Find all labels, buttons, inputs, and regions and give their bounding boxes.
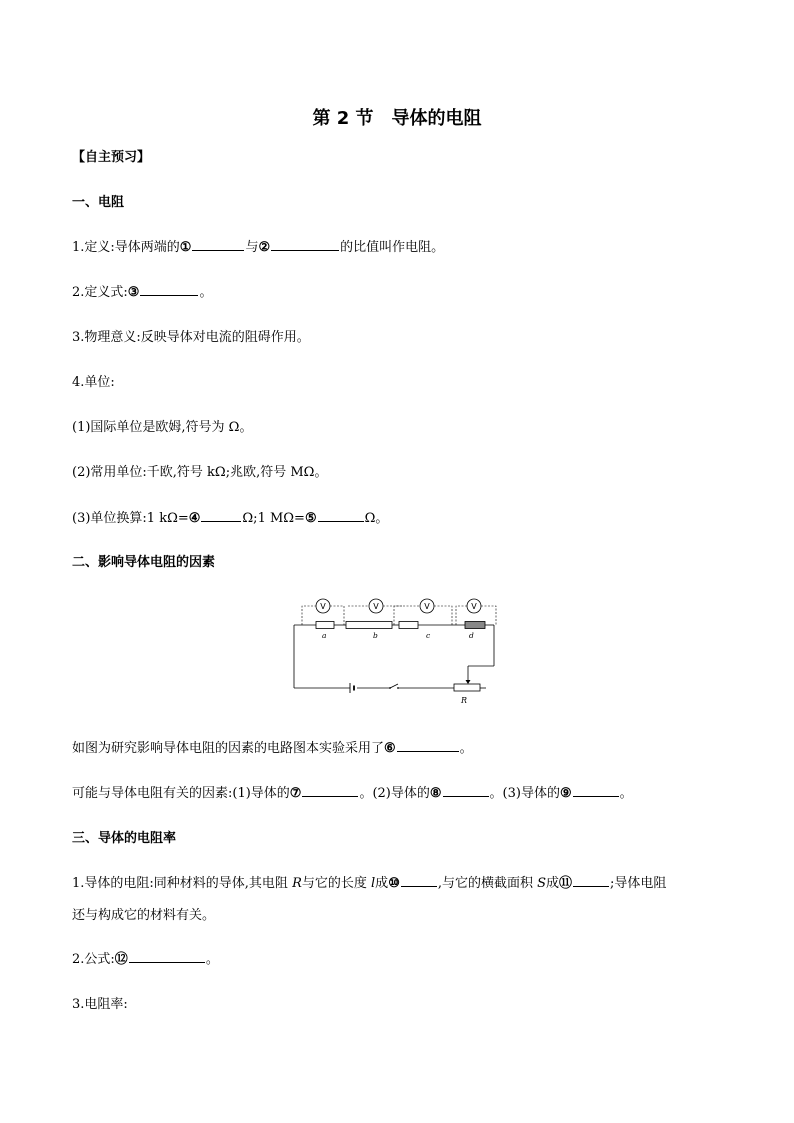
section1-heading: 一、电阻 bbox=[72, 195, 125, 210]
voltmeter-b bbox=[369, 599, 383, 613]
unit-line: 4.单位: bbox=[72, 375, 115, 390]
fill-blank-6[interactable] bbox=[397, 740, 459, 752]
rheostat-body bbox=[454, 684, 480, 691]
circuit-diagram bbox=[286, 595, 506, 707]
fill-blank-12[interactable] bbox=[129, 951, 205, 963]
svg-text:V: V bbox=[320, 602, 326, 611]
common-unit-line: (2)常用单位:千欧,符号 kΩ;兆欧,符号 MΩ。 bbox=[72, 465, 328, 480]
voltmeter-c bbox=[420, 599, 434, 613]
formula-line-2: 2.公式:⑫ 。 bbox=[72, 952, 219, 967]
blank-number-3: ③ bbox=[127, 285, 140, 300]
rheostat-label: R bbox=[461, 696, 468, 705]
section3-heading: 三、导体的电阻率 bbox=[72, 831, 177, 846]
blank-number-9: ⑨ bbox=[559, 786, 572, 801]
slider-arrow-icon bbox=[466, 680, 471, 684]
page-title bbox=[0, 104, 794, 130]
svg-text:V: V bbox=[373, 602, 379, 611]
fill-blank-2[interactable] bbox=[271, 239, 339, 251]
conversion-line: (3)单位换算:1 kΩ=④ Ω;1 MΩ=⑤ Ω。 bbox=[72, 511, 389, 526]
fill-blank-8[interactable] bbox=[443, 785, 489, 797]
blank-number-6: ⑥ bbox=[384, 741, 396, 756]
resistance-law-line: 1.导体的电阻:同种材料的导体,其电阻 R与它的长度 l成⑩ ,与它的横截面积 S成⑪ ;导体电阻 bbox=[72, 876, 667, 891]
svg-text:V: V bbox=[424, 602, 430, 611]
voltmeter-a bbox=[316, 599, 330, 613]
fill-blank-11[interactable] bbox=[573, 875, 609, 887]
si-unit-line: (1)国际单位是欧姆,符号为 Ω。 bbox=[72, 420, 253, 435]
fill-blank-9[interactable] bbox=[573, 785, 619, 797]
label-c: c bbox=[426, 631, 431, 640]
resistor-a bbox=[316, 622, 334, 629]
blank-number-2: ② bbox=[258, 240, 271, 255]
resistor-b bbox=[346, 622, 392, 629]
experiment-method-line: 如图为研究影响导体电阻的因素的电路图本实验采用了⑥ 。 bbox=[72, 741, 473, 756]
label-d: d bbox=[469, 631, 474, 640]
factors-line: 可能与导体电阻有关的因素:(1)导体的⑦ 。(2)导体的⑧ 。(3)导体的⑨ 。 bbox=[72, 786, 633, 801]
section2-heading: 二、影响导体电阻的因素 bbox=[72, 555, 216, 570]
fill-blank-7[interactable] bbox=[302, 785, 358, 797]
voltmeter-d bbox=[467, 599, 481, 613]
fill-blank-4[interactable] bbox=[201, 510, 241, 522]
label-a: a bbox=[322, 631, 327, 640]
blank-number-11: ⑪ bbox=[559, 876, 573, 891]
blank-number-5: ⑤ bbox=[304, 511, 317, 526]
resistor-c bbox=[399, 622, 418, 629]
fill-blank-10[interactable] bbox=[401, 875, 437, 887]
blank-number-12: ⑫ bbox=[114, 952, 128, 967]
section-title: 导体的电阻 bbox=[391, 108, 482, 129]
svg-text:V: V bbox=[471, 602, 477, 611]
blank-number-1: ① bbox=[179, 240, 192, 255]
formula-line: 2.定义式:③ 。 bbox=[72, 285, 213, 300]
fill-blank-5[interactable] bbox=[318, 510, 364, 522]
switch-lever bbox=[390, 684, 398, 688]
blank-number-4: ④ bbox=[188, 511, 201, 526]
section-number: 第 2 节 bbox=[312, 108, 374, 129]
fill-blank-1[interactable] bbox=[192, 239, 244, 251]
label-b: b bbox=[373, 631, 378, 640]
blank-number-7: ⑦ bbox=[289, 786, 302, 801]
blank-number-8: ⑧ bbox=[429, 786, 442, 801]
blank-number-10: ⑩ bbox=[388, 876, 400, 891]
resistance-law-line-cont: 还与构成它的材料有关。 bbox=[72, 908, 216, 923]
fill-blank-3[interactable] bbox=[140, 284, 198, 296]
resistor-d bbox=[465, 622, 485, 629]
resistivity-line: 3.电阻率: bbox=[72, 997, 128, 1012]
definition-line: 1.定义:导体两端的① 与② 的比值叫作电阻。 bbox=[72, 240, 445, 255]
meaning-line: 3.物理意义:反映导体对电流的阻碍作用。 bbox=[72, 330, 310, 345]
preview-header: 【自主预习】 bbox=[72, 150, 151, 165]
